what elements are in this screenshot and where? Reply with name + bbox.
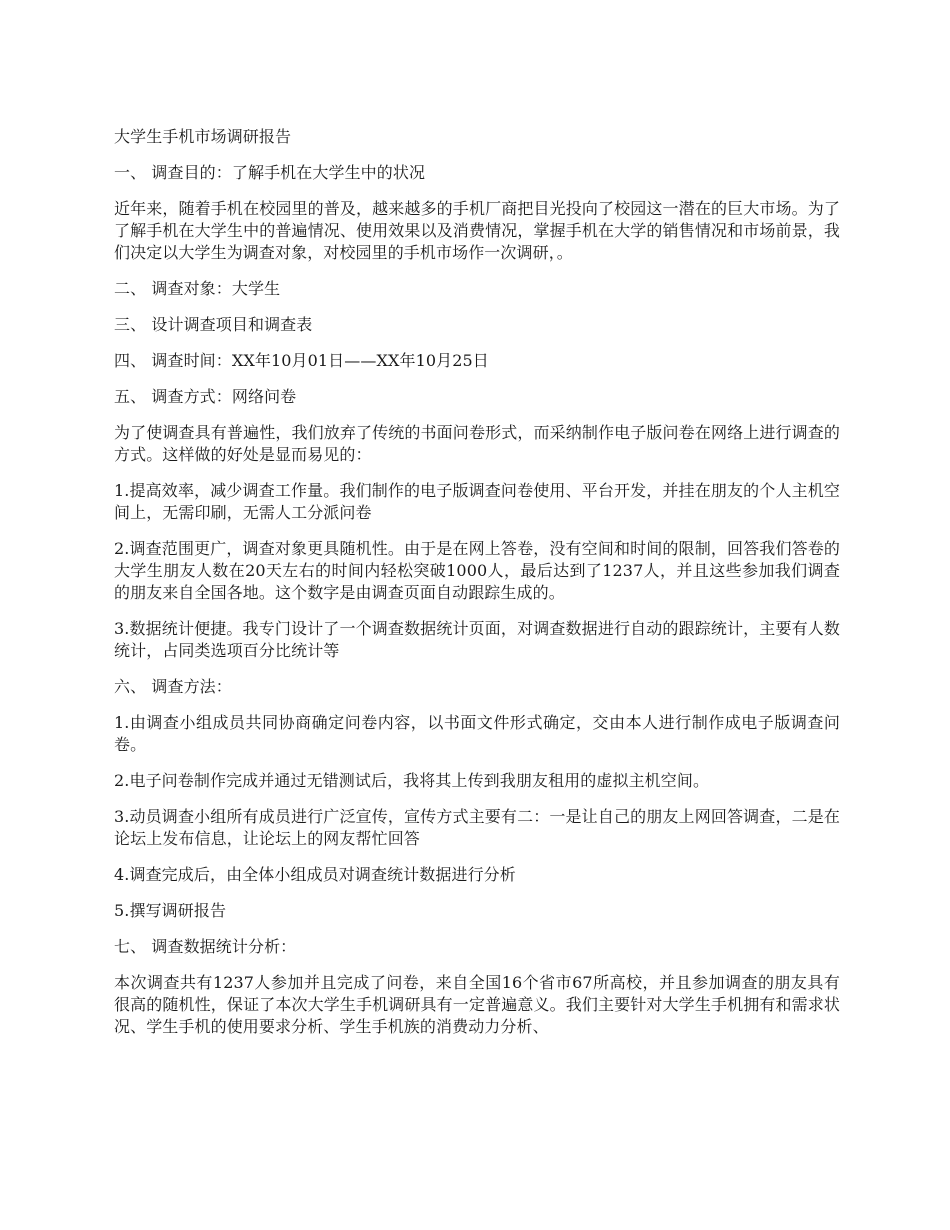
list-item: 4.调查完成后，由全体小组成员对调查统计数据进行分析 [114, 865, 516, 884]
list-item: 1.由调查小组成员共同协商确定问卷内容，以书面文件形式确定，交由本人进行制作成电子版调查问卷。 [114, 713, 840, 754]
section-heading-time: 四、 调查时间：XX年10月01日——XX年10月25日 [114, 351, 489, 370]
paragraph-analysis: 本次调查共有1237人参加并且完成了问卷，来自全国16个省市67所高校，并且参加调查的朋友具有很高的随机性，保证了本次大学生手机调研具有一定普遍意义。我们主要针对大学生手机拥有和需求状况、学生手机的使用要求分析、学生手机族的消费动力分析、 [114, 973, 840, 1036]
document-body [114, 126, 840, 1052]
paragraph-method-intro: 为了使调查具有普遍性，我们放弃了传统的书面问卷形式，而采纳制作电子版问卷在网络上进行调查的方式。这样做的好处是显而易见的： [114, 423, 840, 464]
list-item: 1.提高效率，减少调查工作量。我们制作的电子版调查问卷使用、平台开发，并挂在朋友的个人主机空间上，无需印刷，无需人工分派问卷 [114, 481, 840, 522]
list-item: 3.动员调查小组所有成员进行广泛宣传，宣传方式主要有二：一是让自己的朋友上网回答调查，二是在论坛上发布信息，让论坛上的网友帮忙回答 [114, 807, 840, 848]
section-heading-analysis: 七、 调查数据统计分析： [114, 937, 297, 956]
section-heading-design: 三、 设计调查项目和调查表 [114, 315, 313, 334]
section-heading-approach: 六、 调查方法： [114, 677, 232, 696]
section-heading-method: 五、 调查方式：网络问卷 [114, 387, 297, 406]
section-heading-purpose: 一、 调查目的：了解手机在大学生中的状况 [114, 163, 426, 182]
document-title: 大学生手机市场调研报告 [114, 127, 292, 146]
paragraph-background: 近年来，随着手机在校园里的普及，越来越多的手机厂商把目光投向了校园这一潜在的巨大市场。为了了解手机在大学生中的普遍情况、使用效果以及消费情况，掌握手机在大学的销售情况和市场前景，我们决定以大学生为调查对象，对校园里的手机市场作一次调研，。 [114, 199, 840, 262]
list-item: 3.数据统计便捷。我专门设计了一个调查数据统计页面，对调查数据进行自动的跟踪统计，主要有人数统计，占同类选项百分比统计等 [114, 619, 840, 660]
list-item: 2.调查范围更广，调查对象更具随机性。由于是在网上答卷，没有空间和时间的限制，回答我们答卷的大学生朋友人数在20天左右的时间内轻松突破1000人，最后达到了1237人，并且这些参加我们调查的朋友来自全国各地。这个数字是由调查页面自动跟踪生成的。 [114, 539, 840, 602]
list-item: 5.撰写调研报告 [114, 901, 227, 920]
list-item: 2.电子问卷制作完成并通过无错测试后，我将其上传到我朋友租用的虚拟主机空间。 [114, 771, 710, 790]
section-heading-subject: 二、 调查对象：大学生 [114, 279, 281, 298]
